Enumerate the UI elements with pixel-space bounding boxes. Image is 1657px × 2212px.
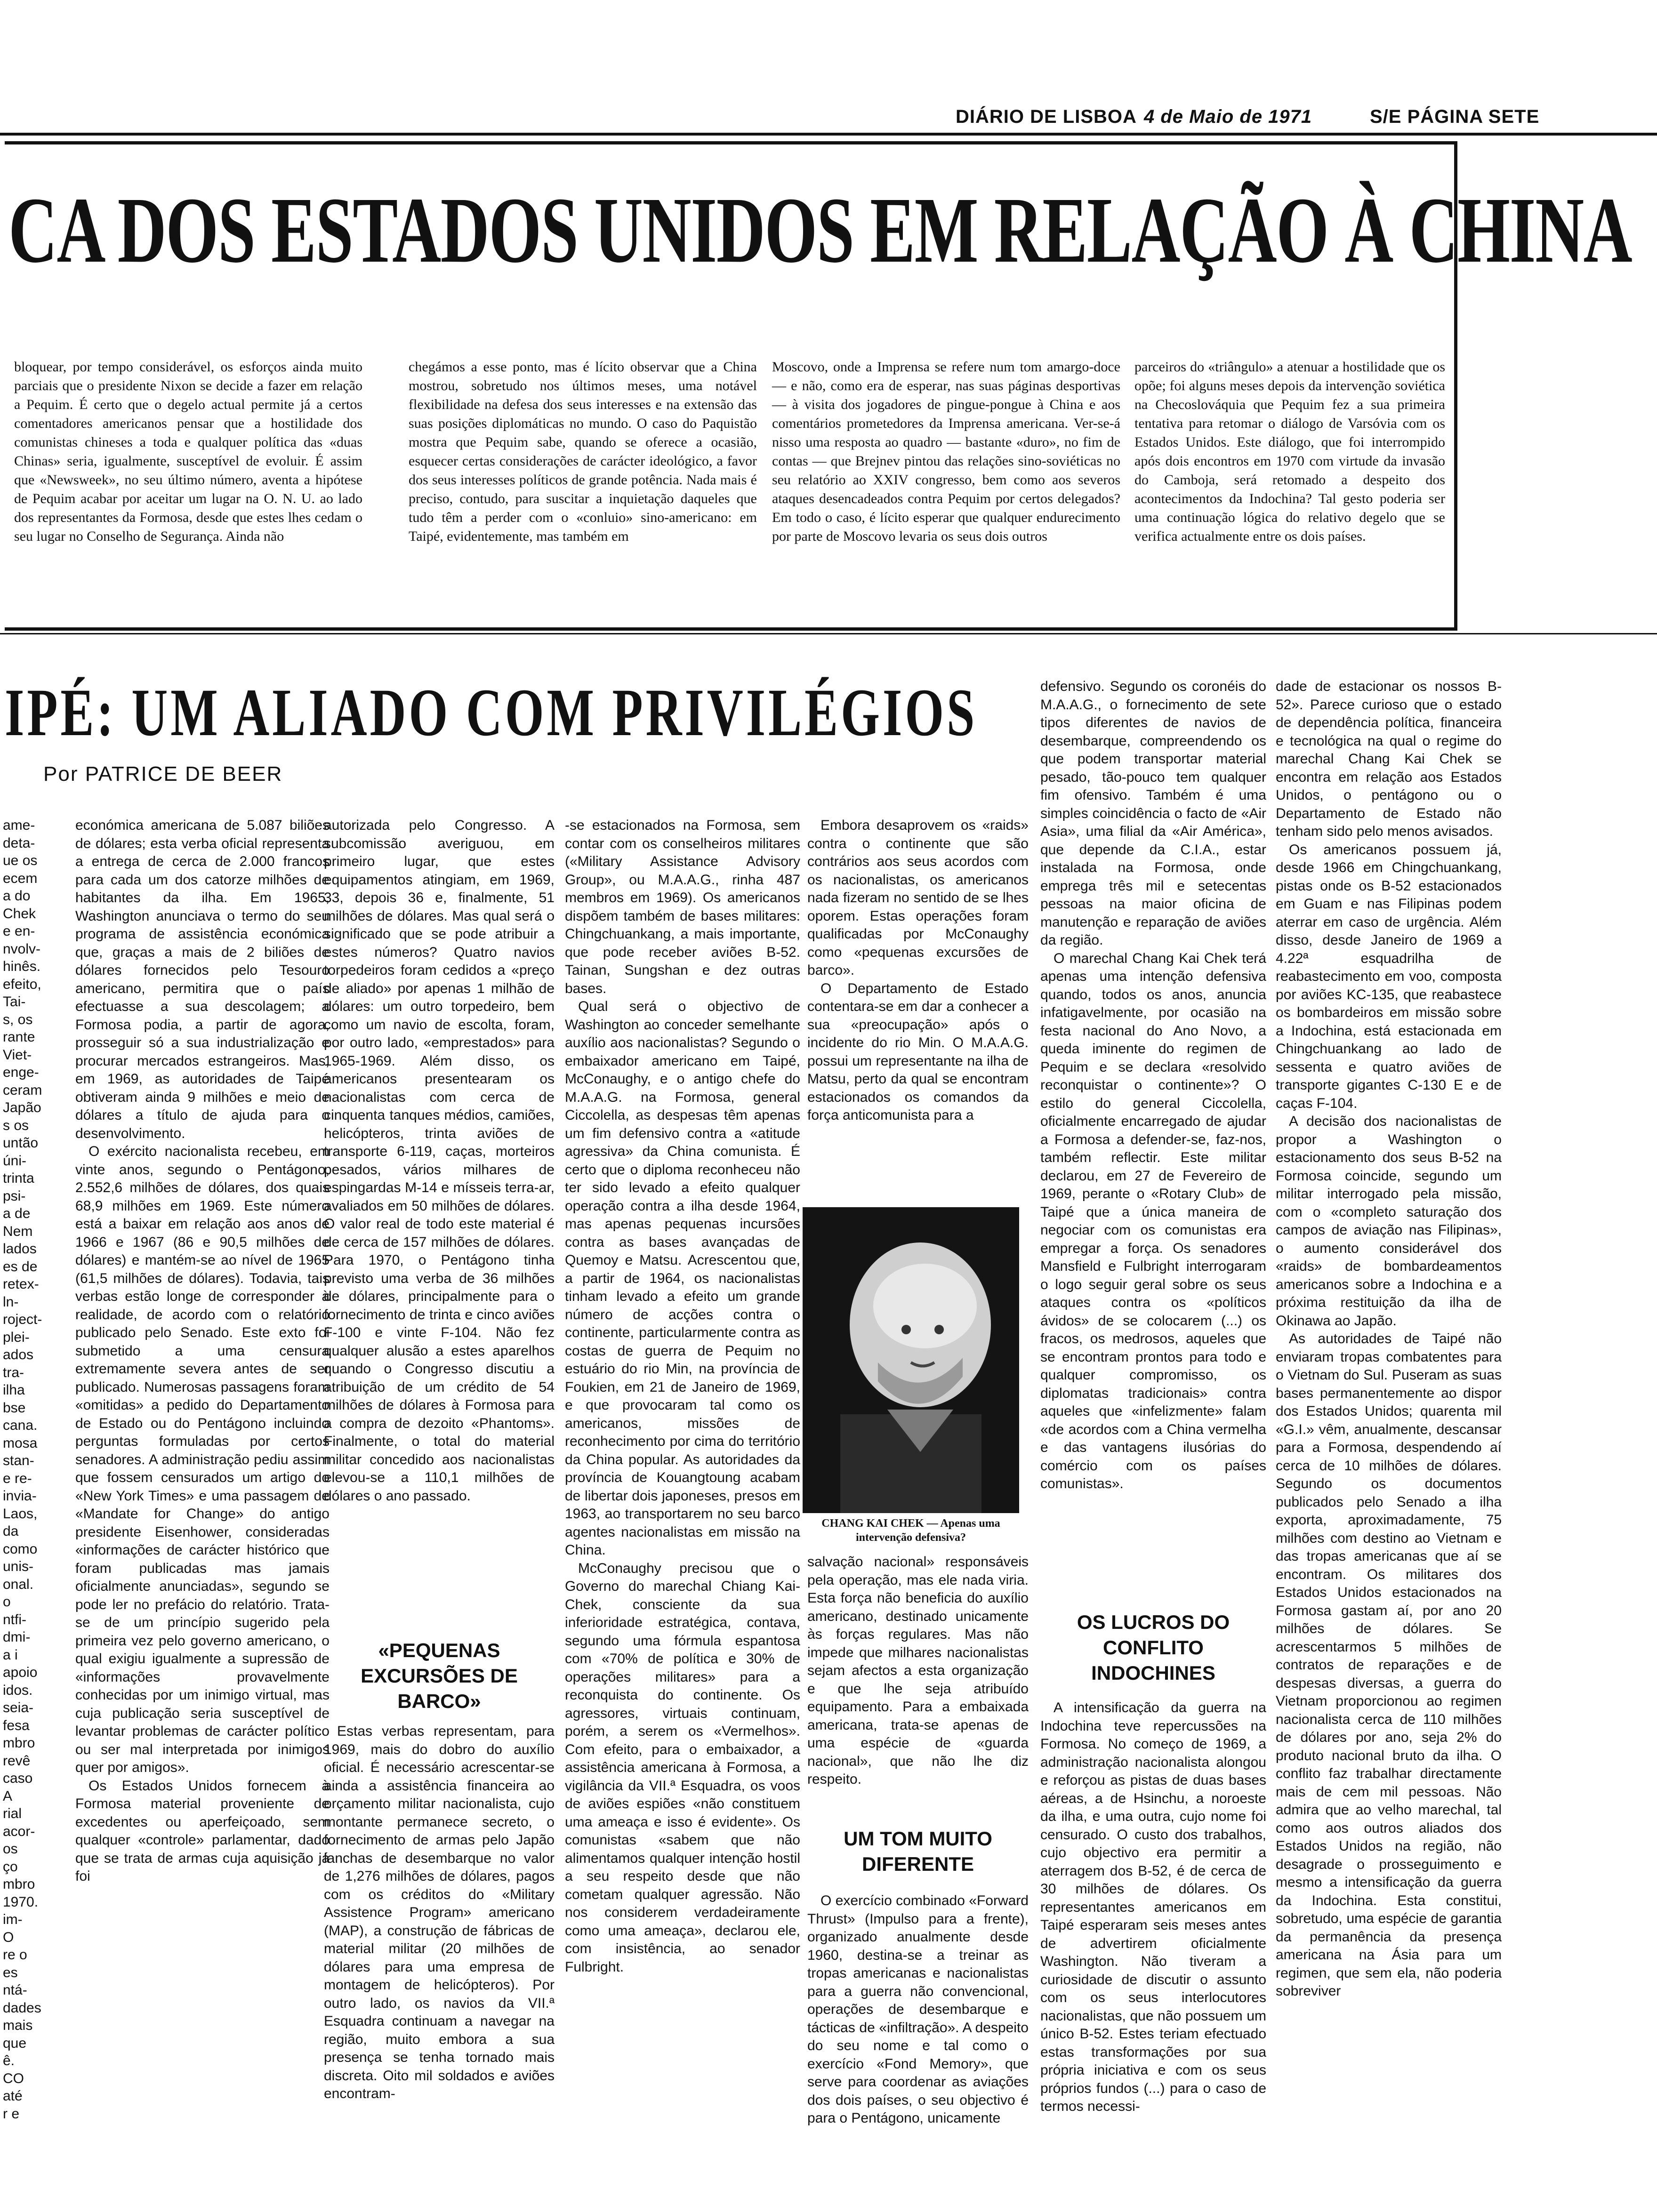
margin-fragment: untão [3,1135,39,1151]
margin-fragment: retex- [3,1276,39,1292]
margin-fragment: e en- [3,923,35,939]
margin-fragment: trinta [3,1170,34,1186]
margin-fragment: até [3,2088,23,2104]
paragraph: Embora desaprovem os «raids» contra o continente que são contrários aos seus acordos com os nacionalistas, os americanos nada fizeram no sentido de se lhes oporem. Estas operações foram qualificadas por McConaughy como «pequenas excursões de barco». [807,817,1029,978]
chang-kai-chek-photo [803,1207,1019,1513]
main-column-5-continued [1040,1699,1266,2116]
margin-fragment: lados [3,1241,37,1257]
margin-fragment: invia- [3,1488,37,1504]
paragraph: Os americanos possuem já, desde 1966 em Chingchuankang, pistas onde os B-52 estacionados em Guam e nas Filipinas podem aterrar em caso de urgência. Além disso, desde Janeiro de 1969 a 4.22ª esquadrilha de reabastecimento em voo, composta por aviões KC-135, que reabastece os bombardeiros em missão sobre a Indochina, está estacionada em Chingchuankang ao lado de sessenta e quatro aviões de transporte gigantes C-130 E e de caças F-104. [1276,842,1502,1111]
margin-fragment: es de [3,1258,38,1274]
margin-fragment: im- [3,1912,23,1927]
margin-fragment: nvolv- [3,941,41,957]
main-column-5 [1040,678,1266,1493]
margin-fragment: es [3,1964,18,1980]
margin-fragment: s os [3,1117,29,1133]
margin-fragment: onal. [3,1576,34,1592]
margin-fragment: ceram [3,1082,42,1098]
margin-fragment: que [3,2035,27,2051]
issue-date: 4 de Maio de 1971 [1144,106,1312,127]
main-column-1 [75,817,330,1886]
paragraph: Estas verbas representam, para 1969, mais do dobro do auxílio oficial. É necessário acrescentar-se ainda a assistência financeira ao orçamento militar nacionalista, cujo montante permanece secreto, o fornecimento de armas pelo Japão lanchas de desembarque no valor de 1,276 milhões de dólares, pagos com os créditos do «Military Assistence Program» americano (MAP), a construção de fábricas de material militar (20 milhões de dólares para uma empresa de montagem de helicópteros). Por outro lado, os navios da VII.ª Esquadra continuam a navegar na região, muito embora a sua presença se tenha tornado mais discreta. Oito mil soldados e aviões encontram- [324,1723,555,2101]
main-article-headline: IPÉ: UM ALIADO COM PRIVILÉGIOS [5,675,978,750]
margin-fragment: ln- [3,1294,19,1310]
margin-fragment: acor- [3,1823,35,1839]
margin-fragment: 1970. [3,1894,39,1910]
margin-fragment: os [3,1841,18,1857]
subhead-um-tom-muito-diferente: UM TOM MUITO DIFERENTE [844,1827,992,1875]
margin-fragment: revê [3,1753,31,1769]
page-label: S/E PÁGINA SETE [1370,106,1540,127]
margin-fragment: Japão [3,1100,41,1115]
margin-fragment: dades [3,2000,41,2016]
main-column-4-continued [807,1553,1029,1789]
margin-fragment: ntfi- [3,1611,27,1627]
margin-fragment: ue os [3,853,38,868]
paragraph: Qual será o objectivo de Washington ao conceder semelhante auxílio aos nacionalistas? Segundo o embaixador americano em Taipé, McConaughy, e o antigo chefe do M.A.A.G. na Formosa, general Ciccolella, as despesas têm apenas um fim defensivo contra a «atitude agressiva» da China comunista. É certo que o diploma reconheceu não ter sido levado a efeito qualquer operação contra a ilha desde 1964, mas apenas pequenas incursões contra as bases avançadas de Quemoy e Matsu. Acrescentou que, a partir de 1964, os nacionalistas tinham levado a efeito um grande número de acções contra o continente, particularmente contra as costas de guerra de Pequim no estuário do rio Min, na província de Foukien, em 21 de Janeiro de 1969, e que provocaram tal como os americanos, missões de reconhecimento por cima do território da China popular. As autoridades da província de Kouangtoung acabam de libertar dois japoneses, presos em 1963, ao transportarem no seu barco agentes nacionalistas em missão na China. [565,999,800,1558]
margin-fragment: apoio [3,1665,38,1680]
margin-fragment: r e [3,2106,20,2122]
paragraph: autorizada pelo Congresso. A subcomissão averiguou, em primeiro lugar, que estes equipamentos atingiam, em 1969, 33, depois 36 e, finalmente, 51 milhões de dólares. Mas qual será o significado que se pode atribuir a estes números? Quatro navios torpedeiros foram cedidos a «preço de aliado» por apenas 1 milhão de dólares: um outro torpedeiro, bem como um navio de escolta, foram, por outro lado, «emprestados» para 1965-1969. Além disso, os americanos presentearam os nacionalistas com cerca de cinquenta tanques médios, camiões, helicópteros, trinta aviões de transporte 6-119, caças, morteiros pesados, vários milhares de espingardas M-14 e mísseis terra-ar, avaliados em 50 milhões de dólares. O valor real de todo este material é de cerca de 157 milhões de dólares. Para 1970, o Pentágono tinha previsto uma verba de 36 milhões de dólares, principalmente para o fornecimento de trinta e cinco aviões F-100 e vinte F-104. Não fez qualquer alusão a estes aparelhos quando o Congresso discutiu a atribuição de um crédito de 54 milhões de dólares à Formosa para a compra de dezoito «Phantoms». Finalmente, o total do material militar concedido aos nacionalistas elevou-se a 110,1 milhões de dólares o ano passado. [324,817,555,1504]
paragraph: económica americana de 5.087 biliões de dólares; esta verba oficial representa a entrega de cerca de 2.000 francos para cada um dos catorze milhões de habitantes da ilha. Em 1965, Washington anunciava o termo do seu programa de assistência económica que, graças a mais de 2 biliões de dólares fornecidos pelo Tesouro americano, permitira que o país efectuasse a sua descolagem; a Formosa podia, a partir de agora, prosseguir só a sua industrialização e procurar mercados estrangeiros. Mas, em 1969, as autoridades de Taipé obtiveram ainda 9 milhões e meio de dólares a título de ajuda para o desenvolvimento. [75,817,330,1141]
top-article-headline: CA DOS ESTADOS UNIDOS EM RELAÇÃO À CHINA [8,178,1632,282]
paragraph: salvação nacional» responsáveis pela operação, mas ele nada viria. Esta força não beneficia do auxílio americano, destinado unicamente às forças regulares. Mas não impede que milhares nacionalistas sejam afectos a esta organização e que lhe seja atribuído equipamento. Para a embaixada americana, trata-se apenas de uma espécie de «guarda nacional», que não lhe diz respeito. [807,1554,1029,1787]
margin-fragment: ço [3,1859,18,1875]
top-article-column-1: bloquear, por tempo considerável, os esforços ainda muito parciais que o presidente Nixon se decide a fazer em relação a Pequim. É certo que o degelo actual permite já a certos comentadores americanos pensar que a hostilidade dos comunistas chineses a toda e qualquer política das «duas Chinas» seria, igualmente, susceptível de evoluir. É assim que «Newsweek», no seu último número, aventa a hipótese de Pequim acabar por aceitar um lugar na O. N. U. ao lado dos representantes da Formosa, desde que estes lhes cedam o seu lugar no Conselho de Segurança. Ainda não [14,359,362,544]
margin-fragment: Laos, [3,1506,38,1522]
margin-fragment: enge- [3,1065,39,1080]
margin-fragment: da [3,1523,19,1539]
margin-fragment: plei- [3,1329,30,1345]
margin-fragment: idos. [3,1682,33,1698]
margin-fragment: ntá- [3,1982,27,1998]
top-article-column-4: parceiros do «triângulo» a atenuar a hostilidade que os opõe; foi alguns meses depois da intervenção soviética na Checoslováquia que Pequim fez a sua primeira tentativa para retomar o diálogo de Varsóvia com os Estados Unidos. Este diálogo, que foi interrompido após dois encontros em 1970 com virtude da invasão do Camboja, será retomado a despeito dos acontecimentos da Indochina? Tal gesto poderia ser uma continuação lógica do relativo degelo que se verifica actualmente entre os dois países. [1134,359,1445,544]
margin-fragment: tra- [3,1364,24,1380]
margin-fragment: roject- [3,1312,42,1327]
margin-fragment: A [3,1788,13,1804]
margin-fragment: a i [3,1647,18,1663]
margin-fragment: seia- [3,1700,34,1715]
margin-fragment: ecem [3,870,38,886]
margin-fragment: stan- [3,1453,34,1468]
margin-fragment: efeito, [3,976,41,992]
margin-fragment: mosa [3,1435,38,1451]
paragraph: -se estacionados na Formosa, sem contar com os conselheiros militares («Military Assistance Advisory Group», ou M.A.A.G., rinha 487 membros em 1969). Os americanos dispõem também de bases militares: Chingchuankang, a mais importante, que pode receber aviões B-52. Tainan, Sungshan e dez outras bases. [565,817,800,996]
margin-fragment: como [3,1541,38,1557]
margin-fragment: s, os [3,1011,33,1027]
main-column-2 [324,817,555,1505]
paragraph: defensivo. Segundo os coronéis do M.A.A.G., o fornecimento de sete tipos diferentes de navios de desembarque, compreendendo os que podem transportar material pesado, tão-pouco tem qualquer fim ofensivo. Também é uma simples coincidência o facto de «Air Asia», uma filial da «Air América», que depende da C.I.A., estar instalada na Formosa, onde emprega três mil e setecentas pessoas na maior oficina de manutenção e reparação de aviões da região. [1040,679,1266,948]
margin-fragment: fesa [3,1717,30,1733]
top-article-column-2: chegámos a esse ponto, mas é lícito observar que a China mostrou, sobretudo nos últimos meses, uma notável flexibilidade na defesa dos seus interesses e na extensão das suas posições diplomáticas no mundo. O caso do Paquistão mostra que Pequim sabe, quando se oferece a ocasião, esquecer certas considerações de carácter ideológico, a favor dos seus interesses políticos de grande potência. Nada mais é preciso, contudo, para suscitar a inquietação daqueles que tudo têm a perder com o «conluio» sino-americano: em Taipé, evidentemente, mas também em [409,359,757,544]
subhead-os-lucros: OS LUCROS DO CONFLITO INDOCHINES [1077,1611,1230,1684]
margin-fragment: Viet- [3,1047,32,1063]
margin-fragment: mbro [3,1876,35,1892]
paragraph: O exército nacionalista recebeu, em vinte anos, segundo o Pentágono, 2.552,6 milhões de dólares, dos quais 68,9 milhões em 1969. Este número está a baixar em relação aos anos de 1966 e 1967 (86 e 90,5 milhões de dólares) e mantém-se ao nível de 1965 (61,5 milhões de dólares). Todavia, tais verbas estão longe de corresponder à realidade, de acordo com o relatório publicado pelo Senado. Este exto foi submetido a uma censura extremamente severa antes de ser publicado. Numerosas passagens foram «omitidas» a pedido do Departamento de Estado ou do Pentágono incluindo perguntas formuladas por certos senadores. A administração pediu assim que fossem censurados um artigo do «New York Times» e uma passagem de «Mandate for Change» do antigo presidente Eisenhower, consideradas «informações de carácter histórico que foram publicadas mas jamais oficialmente anunciadas», segundo se pode ler no prefácio do relatório. Trata-se de um princípio sugerido pela primeira vez pelo governo americano, o qual exigiu igualmente a supressão de «informações provavelmente conhecidas por um inimigo virtual, mas cuja publicação seria susceptível de levantar problemas de carácter político ou ser mal interpretada por inimigos quer por amigos». [75,1144,330,1775]
margin-fragment: caso [3,1771,33,1786]
subhead-pequenas-excursoes: «PEQUENAS EXCURSÕES DE BARCO» [361,1639,518,1712]
header-rule [0,133,1657,136]
paragraph: A decisão dos nacionalistas de propor a Washington o estacionamento dos seus B-52 na Formosa coincide, segundo um militar interrogado pela missão, com o «completo saturação dos campos de aviação nas Filipinas», o aumento considerável dos «raids» de bombardeamentos americanos sobre a Indochina e a próxima restituição da ilha de Okinawa ao Japão. [1276,1114,1502,1329]
top-article-column-3: Moscovo, onde a Imprensa se refere num tom amargo-doce — e não, como era de esperar, nas suas páginas desportivas — à visita dos jogadores de pingue-pongue à China e aos comentários prometedores da Imprensa americana. Ver-se-á nisso uma resposta ao quadro — bastante «duro», no fim de contas — que Brejnev pintou das relações sino-soviéticas no seu relatório ao XXIV congresso, bem como aos severos ataques desencadeados contra Pequim por certos delegados? Em todo o caso, é lícito esperar que qualquer endurecimento por parte de Moscovo levaria os seus dois outros [772,359,1120,544]
margin-fragment: a de [3,1206,31,1221]
margin-fragment: psi- [3,1188,26,1204]
margin-fragment: a do [3,888,31,904]
paragraph: dade de estacionar os nossos B-52». Parece curioso que o estado de dependência política, financeira e tecnológica na qual o regime do marechal Chang Kai Chek se encontra em relação aos Estados Unidos, o pentágono ou o Departamento de Estado não tenham sido pelo menos avisados. [1276,679,1502,839]
photo-caption: CHANG KAI CHEK — Apenas uma intervenção defensiva? [821,1517,1000,1544]
paragraph: O Departamento de Estado contentara-se em dar a conhecer a sua «preocupação» após o incidente do rio Min. O M.A.A.G. possui um representante na ilha de Matsu, perto da qual se encontram estacionados os comandos da força anticomunista para a [807,980,1029,1123]
paragraph: O marechal Chang Kai Chek terá apenas uma intenção defensiva quando, todos os anos, anuncia infatigavelmente, por ocasião na festa nacional do Ano Novo, a queda iminente do regimen de Pequim e se declara «resolvido reconquistar o continente»? O estilo do general Ciccolella, oficialmente encarregado de ajudar a Formosa a defender-se, faz-nos, também reflectir. Este militar declarou, em 27 de Fevereiro de 1969, perante o «Rotary Club» de Taipé que a única maneira de negociar com os comunistas era empregar a força. Os senadores Mansfield e Fulbright interrogaram o logo seguir geral sobre os seus ataques contra os «políticos ávidos» de se colocarem (...) os fracos, os medrosos, aqueles que se encontram prontos para todo e qualquer compromisso, os diplomatas tradicionais» contra aqueles que «infelizmente» falam «de acordos com a China vermelha e das vantagens ilusórias do comércio com os países comunistas». [1040,950,1266,1491]
paragraph: As autoridades de Taipé não enviaram tropas combatentes para o Vietnam do Sul. Puseram as suas bases permanentemente ao dispor dos Estados Unidos; quarenta mil «G.I.» vêm, anualmente, descansar para a Formosa, despendendo aí cerca de 10 milhões de dólares. Segundo os documentos publicados pelo Senado a ilha exporta, aproximadamente, 75 milhões com destino ao Vietnam e das tropas americanas que aí se encontram. Os militares dos Estados Unidos estacionados na Formosa gastam aí, por ano 20 milhões de dólares. Se acrescentarmos 5 milhões de contratos de reparações e de despesas diversas, a guerra do Vietnam proporcionou ao regimen nacionalista cerca de 110 milhões de dólares por ano, seja 2% do produto nacional bruto da ilha. O conflito faz trabalhar directamente mais de cem mil pessoas. Não admira que ao velho marechal, tal como aos outros aliados dos Estados Unidos na região, não desagrade o prosseguimento e mesmo a intensificação da guerra da Indochina. Esta constitui, sobretudo, uma espécie de garantia da permanência da presença americana na Ásia para um regimen, que sem ela, não poderia sobreviver [1276,1331,1502,1999]
margin-fragment: o [3,1594,11,1610]
margin-fragment: CO [3,2070,24,2086]
margin-fragment: ados [3,1347,34,1362]
margin-fragment: unis- [3,1559,34,1574]
margin-fragment: ame- [3,817,35,833]
margin-fragment: rial [3,1806,22,1821]
paragraph: A intensificação da guerra na Indochina teve repercussões na Formosa. No começo de 1969, a administração nacionalista alongou e reforçou as pistas de duas bases aéreas, a de Hsinchu, a noroeste da ilha, e uma outra, cujo nome foi censurado. O custo dos trabalhos, cujo objectivo era permitir a aterragem dos B-52, é de cerca de 30 milhões de dólares. Os representantes americanos em Taipé esperaram seis meses antes de advertirem oficialmente Washington. Não tiveram a curiosidade de discutir o assunto com os seus interlocutores nacionalistas, que não possuem um único B-52. Estes teriam efectuado estas transformações por sua própria iniciativa e com os seus próprios fundos (...) para o caso de termos necessi- [1040,1700,1266,2114]
margin-fragment: ê. [3,2053,15,2068]
margin-fragment: hinês. [3,959,41,974]
margin-fragment: bse [3,1400,26,1416]
cut-off-margin-column [3,817,59,2123]
newspaper-name: DIÁRIO DE LISBOA [956,106,1137,127]
paragraph: McConaughy precisou que o Governo do marechal Chiang Kai-Chek, consciente da sua inferioridade estratégica, contava, segundo uma fórmula espantosa com «70% de política e 30% de operações militares» para a reconquista do continente. Os agressores, virtuais continuam, porém, a serem os «Vermelhos». Com efeito, para o embaixador, a assistência americana à Formosa, a vigilância da VII.ª Esquadra, os voos de aviões espiões «não constituem uma ameaça e isso é evidente». Os comunistas «sabem que não alimentamos qualquer intenção hostil a seu respeito desde que não cometam qualquer agressão. Não nos considerem verdadeiramente como uma ameaça», declarou ele, com insistência, ao senador Fulbright. [565,1560,800,1975]
margin-fragment: mais [3,2018,33,2033]
main-column-3 [565,817,800,1976]
margin-fragment: mbro [3,1735,35,1751]
margin-fragment: e re- [3,1470,32,1486]
paragraph: Os Estados Unidos fornecem à Formosa material proveniente de excedentes ou aperfeiçoado, sem qualquer «controle» parlamentar, dado que se trata de armas cuja aquisição já foi [75,1778,330,1884]
main-column-2-continued [324,1723,555,2103]
margin-fragment: cana. [3,1418,38,1433]
paragraph: O exercício combinado «Forward Thrust» (Impulso para a frente), organizado anualmente desde 1960, destina-se a treinar as tropas americanas e nacionalistas para a guerra não convencional, operações de desembarque e tácticas de «infiltração». A despeito do seu nome e tal como o exercício «Fond Memory», que serve para coordenar as aviações dos dois países, o seu objectivo é para o Pentágono, unicamente [807,1893,1029,2126]
margin-fragment: rante [3,1029,35,1045]
main-column-4-continued-2 [807,1892,1029,2128]
margin-fragment: O [3,1929,14,1945]
margin-fragment: Chek [3,906,36,922]
main-column-6 [1276,678,1502,2001]
margin-fragment: re o [3,1947,27,1963]
portrait-image [803,1207,1019,1513]
margin-fragment: úni- [3,1153,27,1169]
margin-fragment: Nem [3,1223,33,1239]
margin-fragment: Tai- [3,994,26,1010]
section-divider [0,633,1657,634]
margin-fragment: dmi- [3,1629,31,1645]
margin-fragment: ilha [3,1382,25,1398]
margin-fragment: deta- [3,835,35,851]
main-column-4 [807,817,1029,1125]
byline: Por PATRICE DE BEER [43,762,283,785]
